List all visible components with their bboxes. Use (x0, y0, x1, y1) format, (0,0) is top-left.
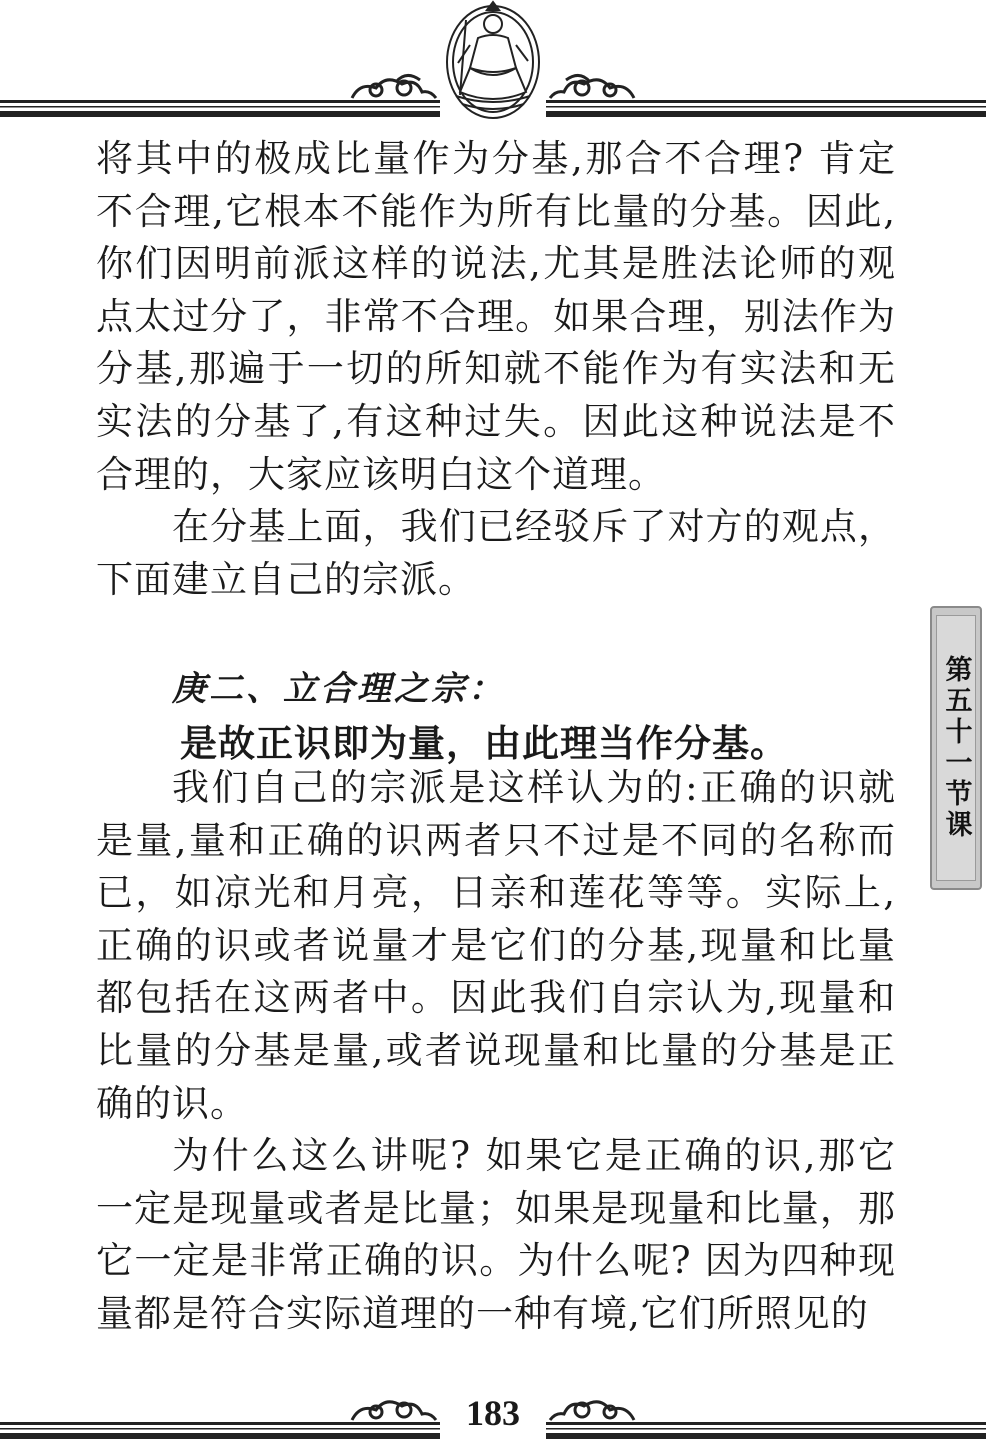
cloud-scroll-right-icon (550, 75, 634, 98)
page-header (0, 0, 986, 125)
side-tab-label: 第五十一节课 (940, 655, 972, 841)
chapter-side-tab (930, 606, 982, 890)
cloud-scroll-left-icon (352, 75, 436, 98)
paragraph: 为什么这么讲呢? 如果它是正确的识,那它一定是现量或者是比量；如果是现量和比量，那它一定是非常正确的识。为什么呢? 因为四种现量都是符合实际道理的一种有境,它们所照见的 (96, 1134, 896, 1335)
page-number: 183 (466, 1393, 520, 1433)
paragraph: 将其中的极成比量作为分基,那合不合理? 肯定不合理,它根本不能作为所有比量的分基。因此,你们因明前派这样的说法,尤其是胜法论师的观点太过分了，非常不合理。如果合理，别法作为分基,那遍于一切的所知就不能作为有实法和无实法的分基了,有这种过失。因此这种说法是不合理的，大家应该明白这个道理。 (96, 137, 896, 496)
root-verse: 是故正识即为量，由此理当作分基。 (180, 722, 788, 765)
header-ornament (0, 0, 986, 125)
paragraph: 在分基上面，我们已经驳斥了对方的观点，下面建立自己的宗派。 (96, 505, 896, 601)
paragraph: 我们自己的宗派是这样认为的:正确的识就是量,量和正确的识两者只不过是不同的名称而已，如凉光和月亮，日亲和莲花等等。实际上,正确的识或者说量才是它们的分基,现量和比量都包括在这两者中。因此我们自宗认为,现量和比量的分基是量,或者说现量和比量的分基是正确的识。 (96, 766, 896, 1125)
seated-deity-icon (447, 2, 539, 118)
body-text-bottom (96, 762, 896, 1341)
section-heading: 庚二、立合理之宗： (172, 669, 505, 709)
side-tab-inner (936, 615, 976, 881)
body-text-top (96, 133, 896, 606)
